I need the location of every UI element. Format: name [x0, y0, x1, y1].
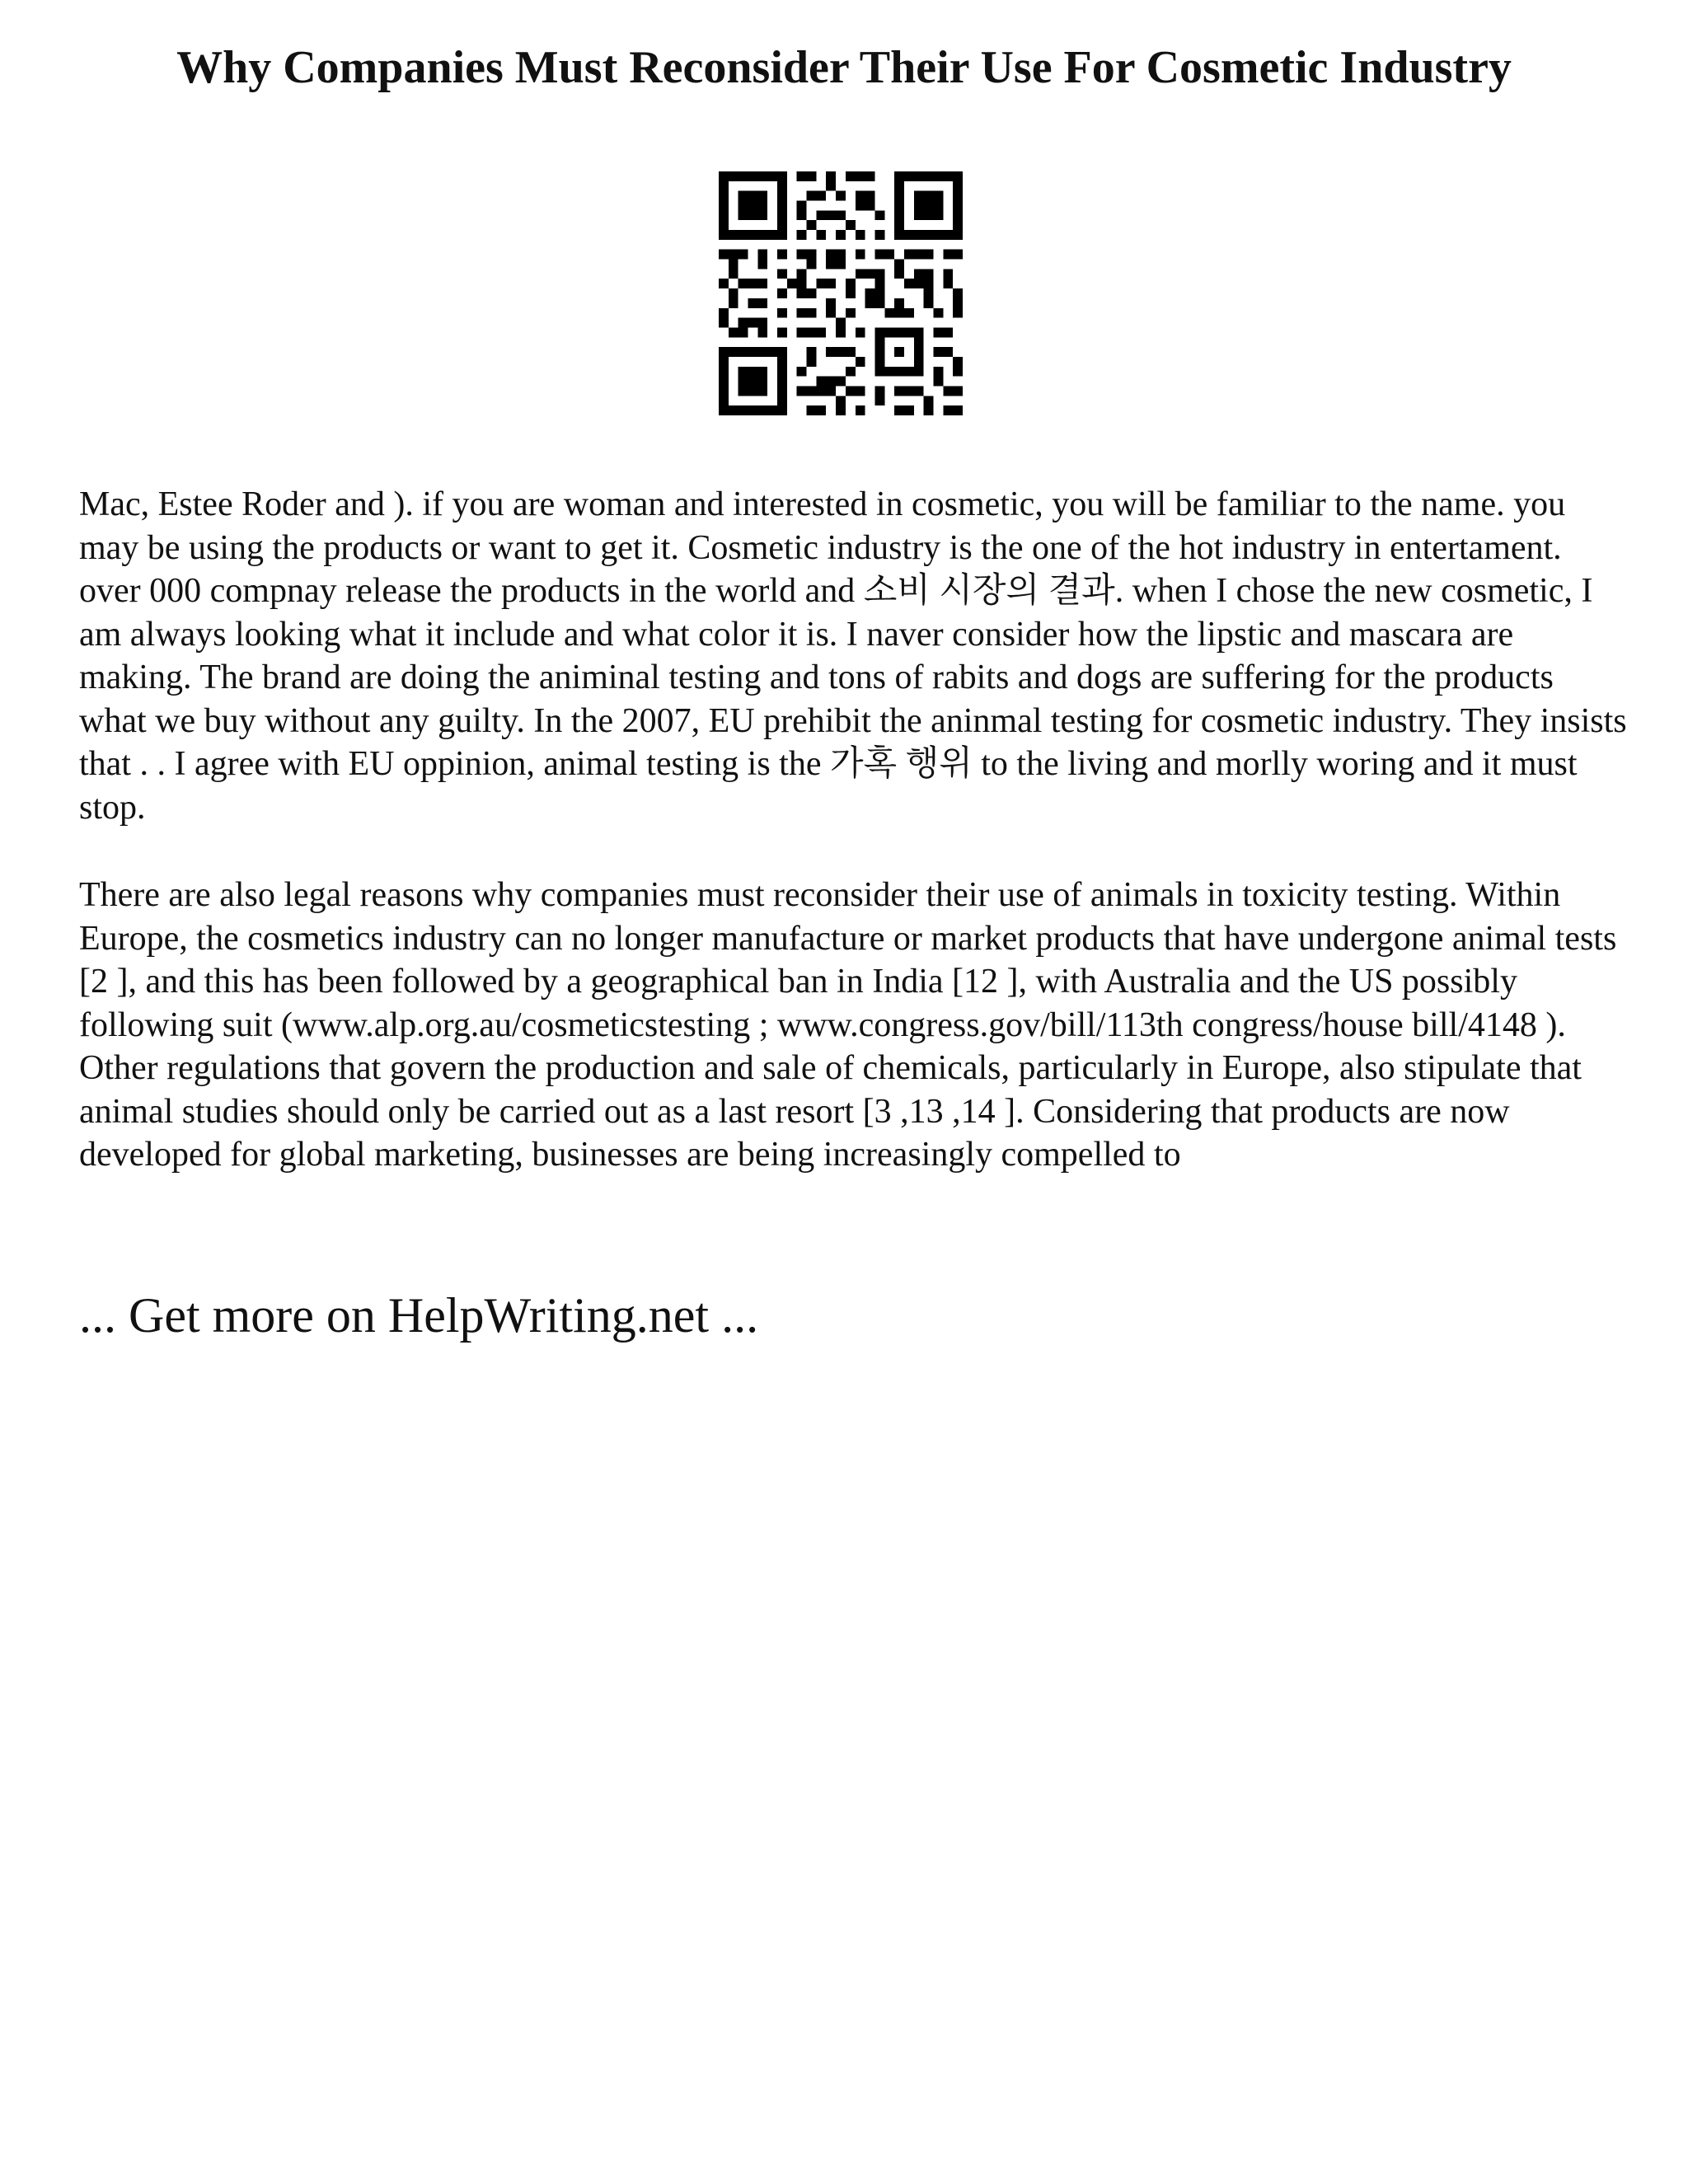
get-more-link[interactable]: ... Get more on HelpWriting.net ... — [79, 1288, 759, 1343]
article-body — [79, 483, 1629, 1177]
paragraph-2: There are also legal reasons why companies must reconsider their use of animals in toxicity testing. Within Europe, the cosmetics industry can no longer manufacture or market products that have undergone animal tests [2 ], and this has been followed by a geographical ban in India [12 ], with Australia and the US possibly following suit (www.alp.org.au/cosmeticstesting ; www.congress.gov/bill/113th congress/house bill/4148 ). Other regulations that govern the production and sale of chemicals, particularly in Europe, also stipulate that animal studies should only be carried out as a last resort [3 ,13 ,14 ]. Considering that products are now developed for global marketing, businesses are being increasingly compelled to — [79, 876, 1617, 1174]
qr-code-icon — [719, 171, 963, 415]
page-title: Why Companies Must Reconsider Their Use For Cosmetic Industry — [176, 42, 1512, 93]
paragraph-1: Mac, Estee Roder and ). if you are woman and interested in cosmetic, you will be familiar to the name. you may be using the products or want to get it. Cosmetic industry is the one of the hot industry in entertament. over 000 compnay release the products in the world and 소비 시장의 결과. when I chose the new cosmetic, I am always looking what it include and what color it is. I naver consider how the lipstic and mascara are making. The brand are doing the animinal testing and tons of rabits and dogs are suffering for the products what we buy without any guilty. In the 2007, EU prehibit the aninmal testing for cosmetic industry. They insists that . . I agree with EU oppinion, animal testing is the 가혹 행위 to the living and morlly woring and it must stop. — [79, 485, 1627, 827]
